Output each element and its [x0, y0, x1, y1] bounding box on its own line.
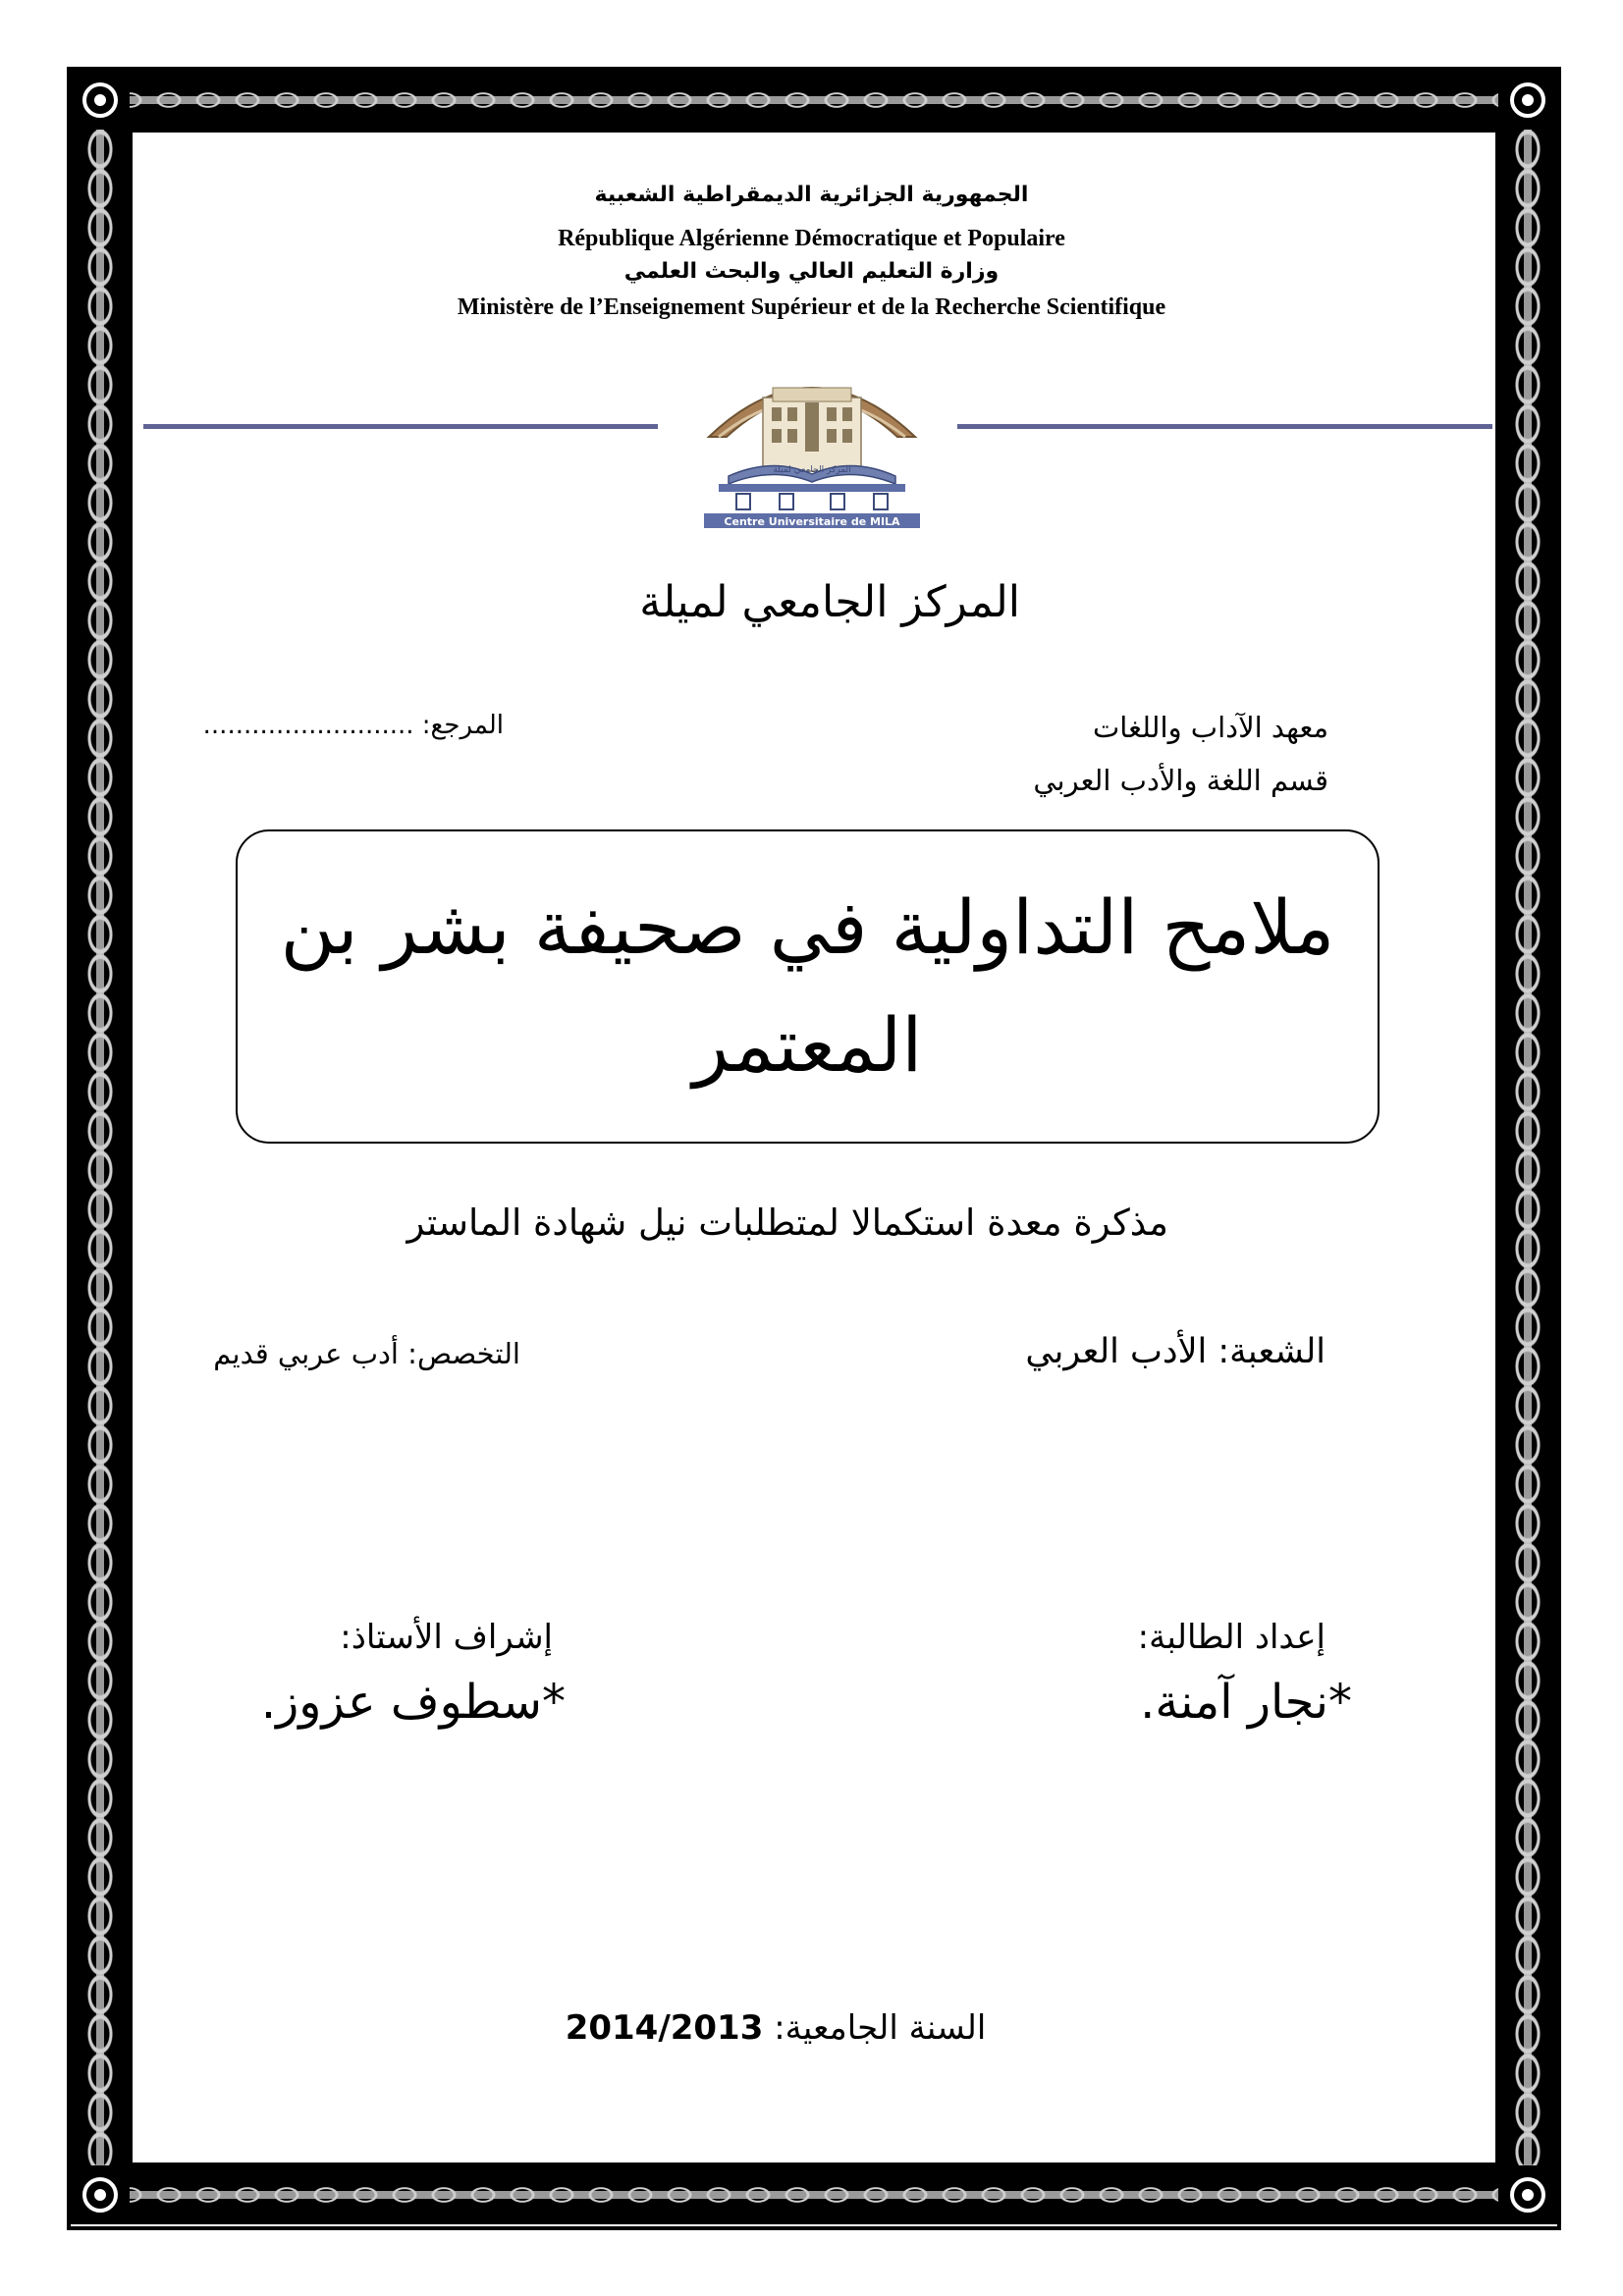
corner-ornament-icon	[1498, 71, 1557, 130]
left-divider	[143, 424, 658, 429]
left-border-band	[71, 130, 130, 2165]
republic-arabic: الجمهورية الجزائرية الديمقراطية الشعبية	[594, 183, 1029, 207]
academic-year	[565, 2008, 987, 2048]
supervisor-label: إشراف الأستاذ:	[340, 1618, 553, 1657]
thesis-title	[278, 869, 1338, 1104]
ministry-arabic: وزارة التعليم العالي والبحث العلمي	[623, 259, 1000, 284]
corner-ornament-icon	[71, 71, 130, 130]
branch-field: الشعبة: الأدب العربي	[1025, 1332, 1325, 1371]
department-name: قسم اللغة والأدب العربي	[1033, 764, 1328, 797]
specialty-field: التخصص: أدب عربي قديم	[213, 1337, 520, 1370]
university-logo	[689, 358, 935, 530]
student-label: إعداد الطالبة:	[1137, 1618, 1325, 1657]
right-border-band	[1498, 130, 1557, 2165]
thesis-title-line1: ملامح التداولية في صحيفة بشر بن	[280, 883, 1335, 971]
logo-caption: Centre Universitaire de MILA	[724, 515, 900, 528]
academic-year-value: 2014/2013	[565, 2008, 764, 2048]
student-name: *نجار آمنة.	[1140, 1675, 1352, 1730]
thesis-subtitle: مذكرة معدة استكمالا لمتطلبات نيل شهادة الماستر	[406, 1201, 1168, 1244]
top-border-band	[71, 71, 1557, 130]
supervisor-name: *سطوف عزوز.	[260, 1675, 566, 1730]
thesis-title-line2: المعتمر	[692, 1001, 923, 1089]
institution-name: المركز الجامعي لميلة	[639, 577, 1020, 627]
right-divider	[957, 424, 1492, 429]
ministry-french: Ministère de l’Enseignement Supérieur et de la Recherche Scientifique	[457, 294, 1166, 320]
republic-french: République Algérienne Démocratique et Populaire	[558, 226, 1065, 251]
thesis-title-box	[236, 829, 1380, 1144]
academic-year-label: السنة الجامعية:	[774, 2008, 987, 2048]
corner-ornament-icon	[71, 2165, 130, 2224]
institute-name: معهد الآداب واللغات	[1092, 711, 1328, 744]
reference-field: المرجع: ..........................	[202, 711, 504, 740]
logo-arabic-banner: المركز الجامعي لميلة	[773, 465, 851, 475]
corner-ornament-icon	[1498, 2165, 1557, 2224]
bottom-border-band	[71, 2165, 1557, 2224]
